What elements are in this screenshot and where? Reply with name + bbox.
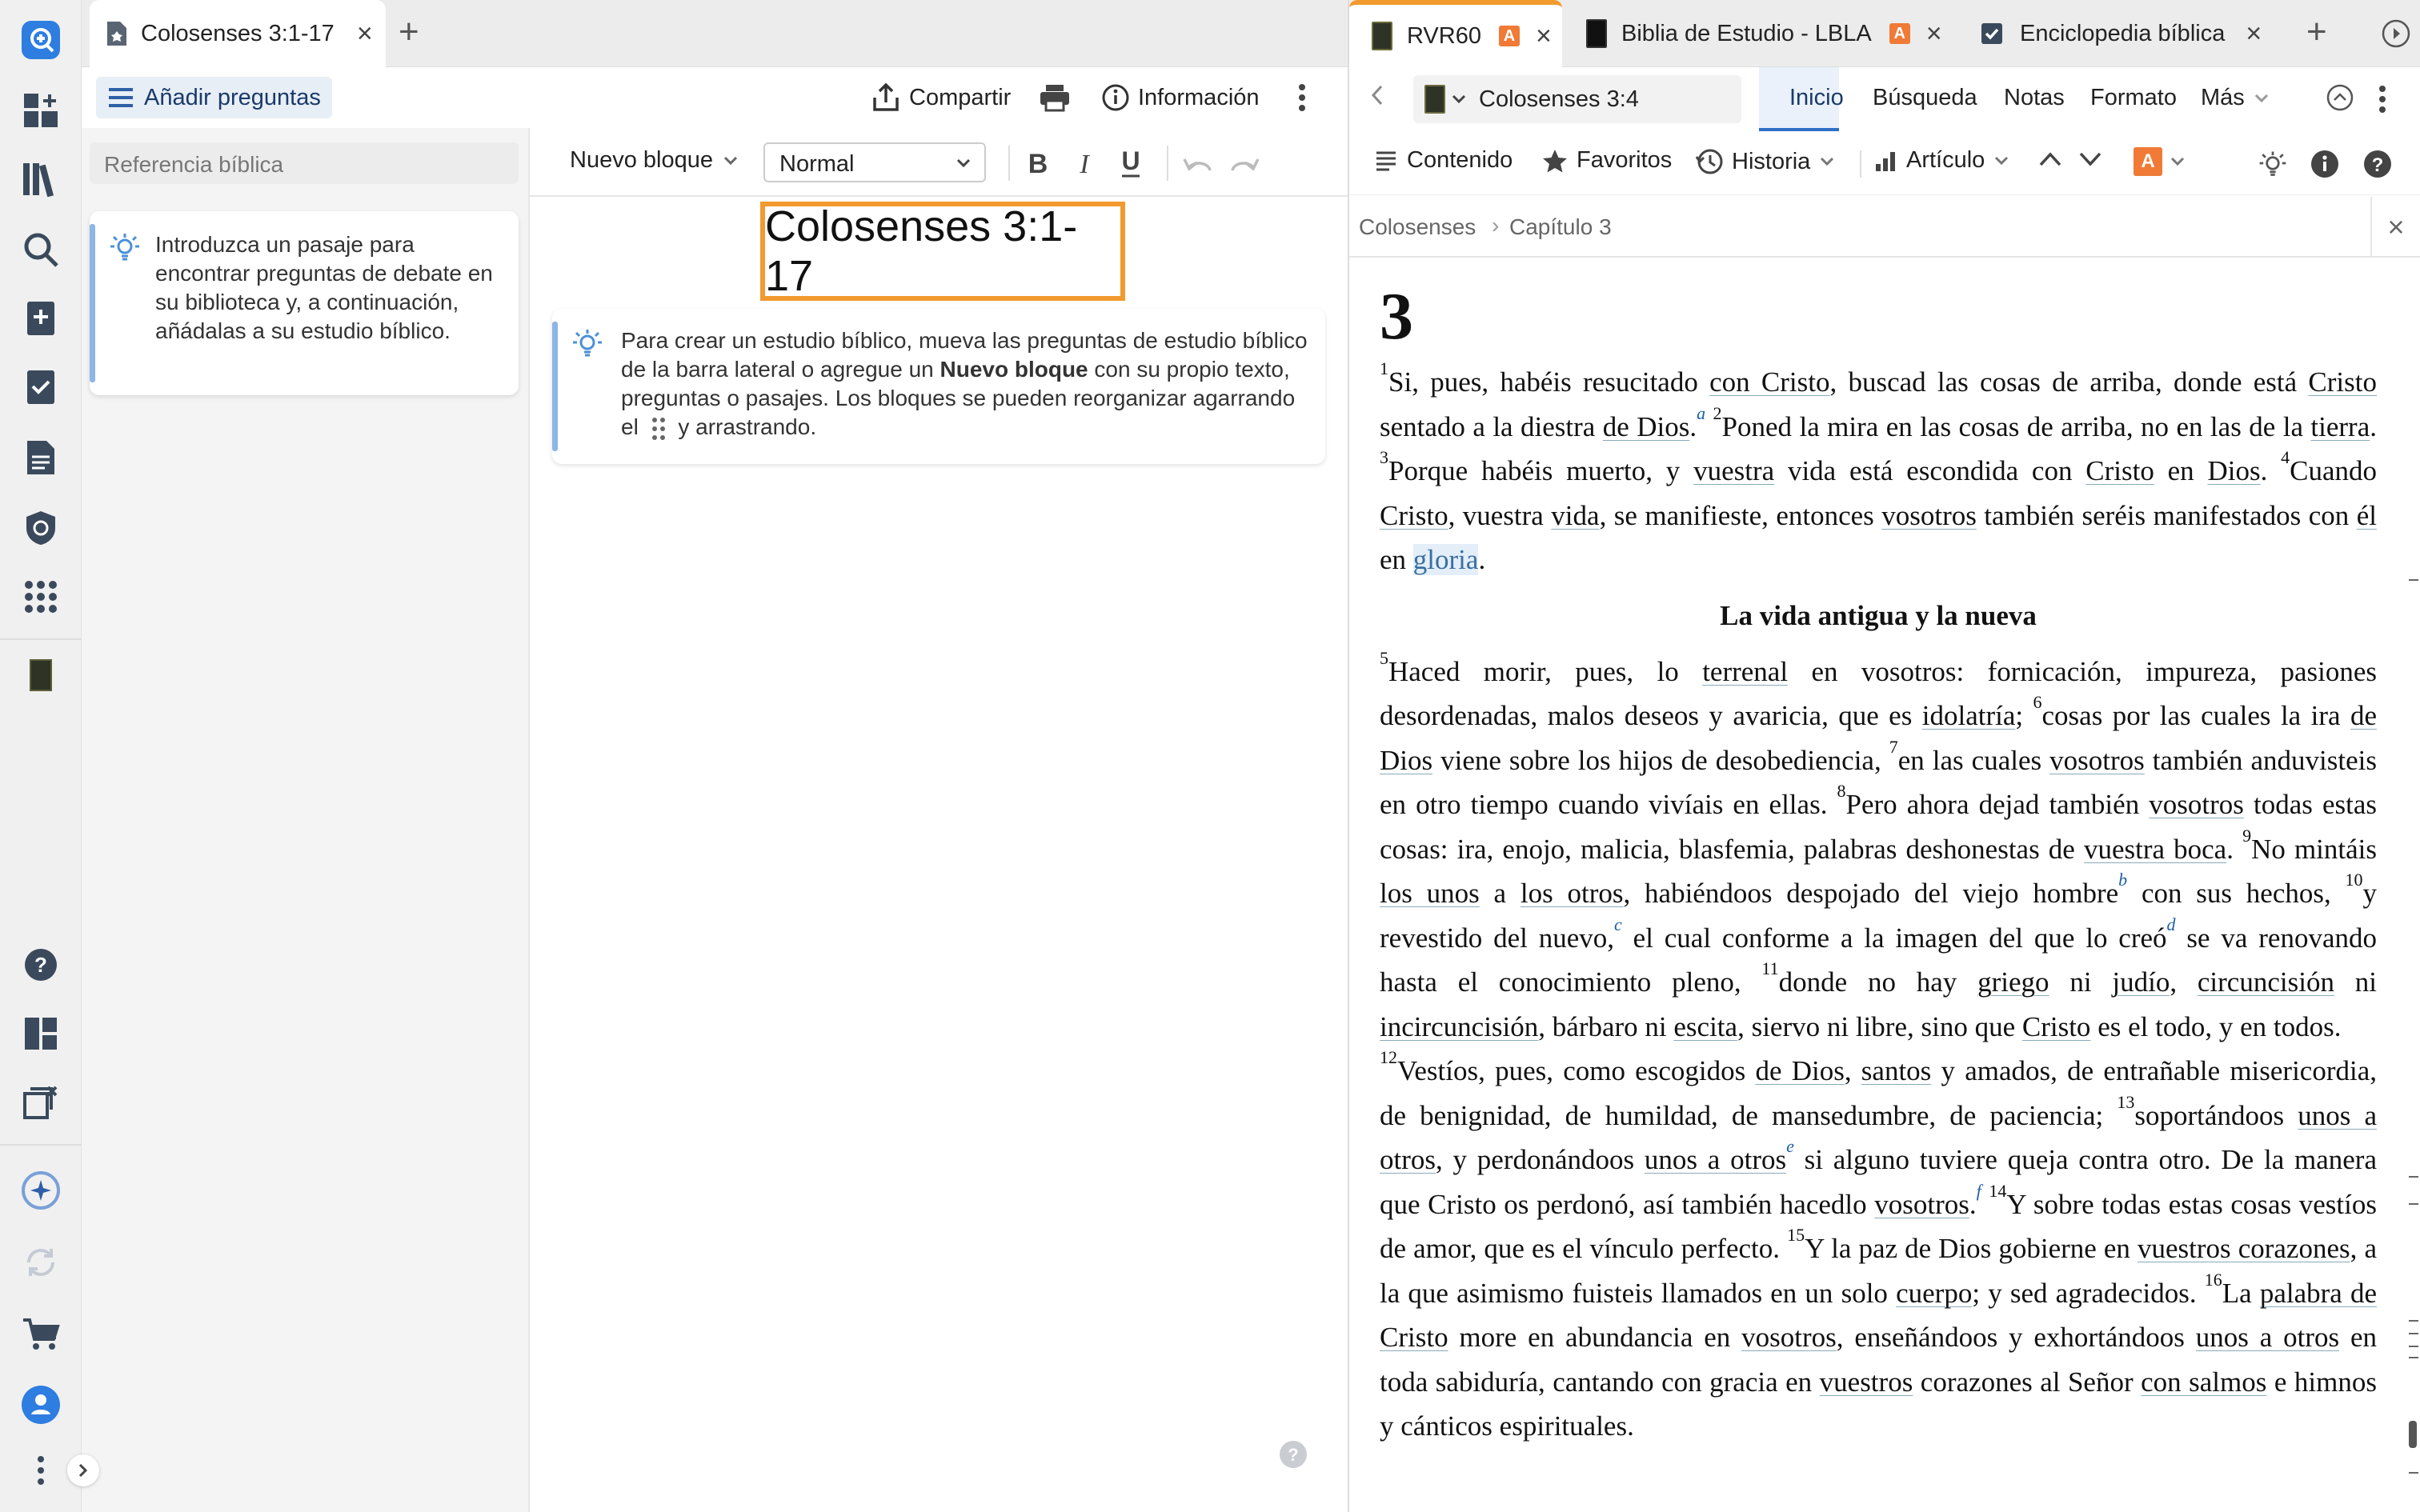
toolbar-divider: [1860, 150, 1861, 178]
breadcrumb-chapter[interactable]: Capítulo 3: [1509, 214, 1612, 239]
footnote-marker[interactable]: f: [1976, 1180, 1981, 1201]
study-toolbar: [82, 67, 1348, 128]
reader-more-icon[interactable]: [2378, 85, 2386, 114]
history-icon: [1695, 147, 1724, 176]
apps-grid-icon[interactable]: [18, 574, 63, 619]
article-label: Artículo: [1906, 147, 1985, 173]
resource-info-button[interactable]: [2310, 149, 2340, 179]
breadcrumb: [1349, 197, 2420, 258]
reader-tab-rvr60[interactable]: [1349, 0, 1562, 67]
svg-text:U: U: [1121, 147, 1140, 175]
book-cover-icon: [1372, 22, 1392, 50]
study-more-icon[interactable]: [1298, 82, 1306, 114]
scrollbar-thumb[interactable]: [2409, 1421, 2417, 1448]
verse-number: 10: [2345, 870, 2363, 890]
chevron-down-icon: [1452, 94, 1466, 104]
reader-help-button[interactable]: [2362, 149, 2393, 179]
verse-number: 8: [1837, 781, 1846, 801]
paragraph-style-select[interactable]: [763, 142, 986, 182]
bible-add-icon[interactable]: [18, 296, 63, 341]
redo-icon: [1229, 153, 1261, 177]
bible-reader-panel: [1348, 0, 2420, 1512]
close-panels-icon[interactable]: [18, 1080, 63, 1125]
footnote-marker[interactable]: d: [2166, 914, 2176, 934]
undo-button[interactable]: [1181, 149, 1213, 181]
svg-text:?: ?: [1288, 1445, 1299, 1465]
chevron-left-icon: [1370, 83, 1384, 107]
verse-number: 3: [1380, 447, 1388, 467]
more-vertical-icon[interactable]: [18, 1448, 63, 1493]
book-cover-icon: [1424, 85, 1445, 114]
close-tab-icon[interactable]: ×: [2246, 18, 2262, 49]
study-tab-bar: [82, 0, 1348, 67]
verse-number: 7: [1889, 736, 1898, 757]
underline-button[interactable]: [1117, 146, 1144, 181]
signal-bars-icon: [1874, 150, 1897, 172]
bible-reference-input[interactable]: Referencia bíblica: [90, 142, 519, 184]
breadcrumb-book[interactable]: Colosenses: [1359, 214, 1476, 239]
underline-icon: [1117, 147, 1144, 179]
reader-tab-bar: [1349, 0, 2420, 67]
new-tab-plus-icon[interactable]: +: [399, 12, 419, 51]
svg-text:B: B: [1028, 149, 1048, 178]
verse-number: 16: [2204, 1269, 2222, 1290]
study-title-block[interactable]: [760, 202, 1125, 301]
chevron-down-icon: [2077, 150, 2103, 168]
tip-bold-text: Nuevo bloque: [940, 357, 1088, 382]
bible-text: [1380, 259, 2377, 1512]
share-icon: [872, 83, 899, 112]
rail-divider: [0, 1144, 82, 1146]
editor-tip-text: [621, 326, 1309, 442]
breadcrumb-separator-icon: ›: [1492, 213, 1500, 238]
bold-icon: [1024, 149, 1052, 178]
close-breadcrumb-icon[interactable]: ×: [2370, 197, 2420, 258]
verse-paragraph: $^5$Haced morir, pues, lo terrenal en vosotros: fornicación, impureza, pasiones desordenadas, malos deseos y avaricia, que es idolatría; $^6$cosas por las cuales la ira de Dios viene sobre los hijos de desobediencia, $^7$en las cuales vosotros también anduvisteis en otro tiempo cuando vivíais en ellas. $^8$Pero ahora dejad también vosotros todas estas cosas: ira, enojo, malicia, blasfemia, palabras deshonestas de vuestra boca. $^9$No mintáis los unos a los otros, habiéndoos despojado del viejo hombre$^b$ con sus hechos, $^{10}$y revestido del nuevo,$^c$ el cual conforme a la imagen del que lo creó$^d$ se va renovando hasta el conocimiento pleno, $^{11}$donde no hay griego ni judío, circuncisión ni incircuncisión, bárbaro ni escita, siervo ni libre, sino que Cristo es el todo, y en todos.: [1380, 647, 2377, 1042]
lightbulb-icon: [107, 230, 142, 262]
chapter-number: 3: [1380, 279, 1413, 354]
contents-icon: [1375, 150, 1397, 172]
contents-label: Contenido: [1407, 147, 1513, 173]
verse-paragraph: $^{12}$Vestíos, pues, como escogidos de Dios, santos y amados, de entrañable misericordia, de benignidad, de humildad, de mansedumbre, de paciencia; $^{13}$soportándoos unos a otros, y perdonándoos unos a otros$^e$ si alguno tuviere queja contra otro. De la manera que Cristo os perdonó, así también hacedlo vosotros.$^f$ $^{14}$Y sobre todas estas cosas vestíos de amor, que es el vínculo perfecto. $^{15}$Y la paz de Dios gobierne en vuestros corazones, a la que asimismo fuisteis llamados en un solo cuerpo; y sed agradecidos. $^{16}$La palabra de Cristo more en abundancia en vosotros, enseñándoos y exhortándoos unos a otros en toda sabiduría, cantando con gracia en vuestros corazones al Señor con salmos e himnos y cánticos espirituales.: [1380, 1047, 2377, 1442]
footnote-marker[interactable]: a: [1697, 402, 1706, 423]
sidebar-tip-text: Introduzca un pasaje para encontrar preguntas de debate en su biblioteca y, a continuación, añádalas a su estudio bíblico.: [155, 232, 493, 343]
share-button[interactable]: [872, 77, 1011, 118]
study-title: Colosenses 3:1-17: [765, 202, 1078, 300]
tab-badge: A: [1889, 23, 1910, 44]
close-tab-icon[interactable]: ×: [1925, 18, 1942, 49]
home-search-icon[interactable]: [18, 18, 63, 62]
study-tab[interactable]: [90, 0, 386, 67]
new-tab-plus-icon[interactable]: +: [2306, 12, 2327, 51]
cart-icon[interactable]: [18, 1312, 63, 1357]
nav-more-label: Más: [2201, 85, 2245, 110]
lightbulb-icon: [570, 326, 605, 358]
lightbulb-icon: [2257, 147, 2289, 179]
study-editor: [530, 128, 1348, 1512]
sidebar-tip-card: [90, 211, 519, 395]
history-label: Historia: [1732, 148, 1811, 174]
verse-number: 13: [2117, 1091, 2135, 1112]
reader-tools-bar: [1349, 131, 2420, 195]
info-icon: [1101, 83, 1130, 112]
chevron-down-icon: [723, 155, 739, 166]
reference-box[interactable]: [1413, 75, 1741, 123]
chevron-down-icon: [1994, 156, 2009, 166]
tip-accent-bar: [90, 224, 95, 382]
close-tab-icon[interactable]: ×: [356, 18, 373, 49]
questions-sidebar: [82, 128, 530, 1512]
info-label: Información: [1138, 84, 1260, 110]
verse-number: 9: [2242, 825, 2252, 846]
add-questions-label: Añadir preguntas: [144, 84, 321, 110]
rail-divider: [0, 638, 82, 640]
book-cover-icon: [1586, 19, 1607, 48]
svg-text:I: I: [1080, 150, 1089, 178]
app-icon-rail: [0, 0, 82, 1512]
shield-icon[interactable]: [18, 506, 63, 550]
verse-number: 14: [1989, 1180, 2007, 1201]
menu-icon: [107, 86, 134, 109]
footnote-marker[interactable]: e: [1786, 1136, 1794, 1156]
undo-icon: [1181, 153, 1213, 177]
verse-number: 2: [1713, 402, 1722, 423]
info-filled-icon: [2310, 149, 2340, 179]
tab-label: Biblia de Estudio - LBLA: [1621, 20, 1872, 46]
toolbar-divider: [1167, 146, 1168, 181]
reader-nav-bar: [1349, 67, 2420, 131]
star-icon: [1541, 148, 1569, 174]
tab-label: Enciclopedia bíblica: [2020, 20, 2226, 46]
italic-icon: [1071, 149, 1098, 178]
block-type-label: Nuevo bloque: [570, 147, 713, 173]
italic-button[interactable]: [1071, 146, 1098, 181]
verse-paragraph: $^1$Si, pues, habéis resucitado con Cristo, buscad las cosas de arriba, donde está Cristo sentado a la diestra de Dios.$^a$ $^2$Poned la mira en las cosas de arriba, no en las de la tierra. $^3$Porque habéis muerto, y vuestra vida está escondida con Cristo en Dios. $^4$Cuando Cristo, vuestra vida, se manifieste, entonces vosotros también seréis manifestados con él en gloria.: [1380, 358, 2377, 575]
tip-text-part: con su propio texto, preguntas o pasajes. Los bloques se pueden reorganizar agarrando el: [621, 357, 1296, 439]
checkbox-book-icon: [1980, 22, 2004, 46]
format-toolbar: [530, 128, 1348, 197]
tab-badge: A: [1499, 26, 1520, 46]
add-questions-button[interactable]: [96, 77, 332, 118]
drag-handle-icon: [651, 417, 666, 441]
chevron-right-icon: [78, 1462, 89, 1478]
help-icon[interactable]: [18, 942, 63, 987]
help-icon: [2362, 149, 2393, 179]
verse-number: 4: [2281, 447, 2290, 467]
chevron-down-icon: [956, 158, 972, 169]
favorites-label: Favoritos: [1577, 147, 1673, 173]
close-tab-icon[interactable]: ×: [1535, 21, 1552, 51]
chevron-down-icon: [2170, 157, 2185, 166]
chevron-down-icon: [2254, 94, 2269, 103]
bible-study-panel: [82, 0, 1348, 1512]
nav-search-tab[interactable]: Búsqueda: [1873, 85, 1977, 110]
dashboard-add-icon[interactable]: [18, 88, 63, 133]
user-avatar-icon[interactable]: [18, 1382, 63, 1427]
next-button[interactable]: [2077, 150, 2103, 168]
search-icon[interactable]: [18, 227, 63, 272]
history-button[interactable]: [1695, 147, 1834, 176]
insights-button[interactable]: [2257, 147, 2289, 179]
ai-sparkle-icon[interactable]: [18, 1168, 63, 1213]
reader-tab-encyclopedia[interactable]: [1980, 0, 2262, 67]
tip-accent-bar: [552, 322, 558, 451]
toolbar-divider: [1008, 146, 1010, 181]
bold-button[interactable]: [1024, 146, 1052, 181]
nav-format-tab[interactable]: Formato: [2090, 85, 2177, 110]
verse-number: 12: [1380, 1047, 1397, 1067]
print-icon: [1039, 83, 1071, 112]
contents-button[interactable]: [1375, 147, 1512, 174]
chevron-up-icon: [2037, 150, 2063, 168]
reader-tab-lbla[interactable]: [1586, 0, 1942, 67]
block-type-dropdown[interactable]: [570, 147, 739, 174]
expand-rail-button[interactable]: [67, 1454, 99, 1486]
paragraph-style-label: Normal: [779, 151, 855, 177]
back-button[interactable]: [1370, 83, 1384, 107]
document-icon[interactable]: [18, 435, 63, 480]
library-icon[interactable]: [18, 157, 63, 202]
favorites-button[interactable]: [1541, 147, 1672, 174]
verse-number: 15: [1787, 1225, 1805, 1245]
nav-notes-tab[interactable]: Notas: [2004, 85, 2065, 110]
reference-text: Colosenses 3:4: [1479, 86, 1639, 112]
article-button[interactable]: [1874, 147, 2009, 174]
nav-more-tab[interactable]: [2201, 85, 2269, 111]
editor-tip-card: [552, 309, 1325, 464]
layouts-icon[interactable]: [18, 1011, 63, 1056]
svg-text:?: ?: [2371, 154, 2384, 176]
checklist-icon[interactable]: [18, 365, 63, 410]
collapse-toolbar-icon[interactable]: [2326, 83, 2354, 112]
study-doc-icon: [106, 20, 128, 47]
section-heading: La vida antigua y la nueva: [1720, 599, 2037, 631]
verse-number: 1: [1380, 358, 1388, 378]
tab-scroll-icon[interactable]: [2382, 19, 2410, 48]
sync-icon[interactable]: [18, 1240, 63, 1285]
tip-text-part: Para crear un estudio bíblico, mueva las preguntas de estudio bíblico de la barra lateral o agregue un: [621, 328, 1308, 382]
highlight-style-button[interactable]: [2134, 147, 2185, 176]
verse-number: 11: [1761, 958, 1779, 978]
print-button[interactable]: [1039, 77, 1071, 118]
redo-button[interactable]: [1229, 149, 1261, 181]
tab-label: RVR60: [1407, 22, 1481, 49]
chevron-down-icon: [1820, 157, 1834, 166]
verse-number: 5: [1380, 647, 1388, 668]
verse-number: 6: [2033, 692, 2042, 712]
footnote-marker[interactable]: b: [2118, 870, 2128, 890]
footnote-marker[interactable]: c: [1614, 914, 1622, 934]
previous-button[interactable]: [2037, 150, 2063, 168]
book-thumbnail-icon[interactable]: [18, 653, 63, 698]
study-tab-title: Colosenses 3:1-17: [141, 20, 335, 46]
tip-text-part: y arrastrando.: [671, 414, 817, 439]
highlight-badge: A: [2134, 147, 2162, 176]
info-button[interactable]: [1101, 77, 1260, 118]
editor-help-icon[interactable]: [1279, 1440, 1308, 1469]
nav-home-tab[interactable]: Inicio: [1789, 85, 1844, 110]
reader-scrollbar[interactable]: [2402, 560, 2420, 1512]
svg-text:?: ?: [34, 953, 47, 977]
share-label: Compartir: [909, 84, 1012, 110]
